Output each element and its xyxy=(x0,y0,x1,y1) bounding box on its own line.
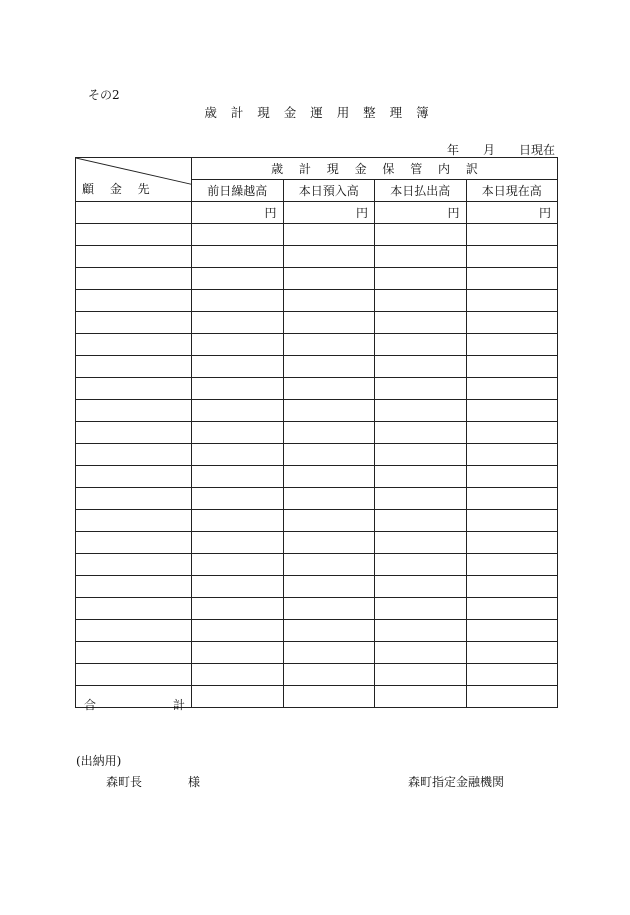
amount-input-cell[interactable] xyxy=(466,334,558,356)
ledger-row xyxy=(76,488,558,510)
client-input-cell[interactable] xyxy=(76,444,192,466)
client-input-cell[interactable] xyxy=(76,554,192,576)
client-header-cell xyxy=(76,158,192,202)
client-header-label: 顧 金 先 xyxy=(82,182,156,196)
client-input-cell[interactable] xyxy=(76,334,192,356)
total-label-cell xyxy=(76,686,192,712)
column-header: 本日払出高 xyxy=(375,180,467,202)
client-input-cell[interactable] xyxy=(76,642,192,664)
client-input-cell[interactable] xyxy=(76,466,192,488)
total-cell[interactable] xyxy=(192,686,284,708)
amount-input-cell[interactable] xyxy=(283,510,375,532)
ledger-row xyxy=(76,642,558,664)
amount-input-cell[interactable] xyxy=(192,488,284,510)
amount-input-cell[interactable] xyxy=(375,576,467,598)
ledger-row xyxy=(76,466,558,488)
column-header: 前日繰越高 xyxy=(192,180,284,202)
client-input-cell[interactable] xyxy=(76,598,192,620)
total-cell[interactable] xyxy=(283,686,375,708)
amount-input-cell[interactable] xyxy=(466,532,558,554)
total-cell[interactable] xyxy=(375,686,467,708)
column-header: 本日現在高 xyxy=(466,180,558,202)
unit-label: 円 xyxy=(192,202,284,224)
amount-input-cell[interactable] xyxy=(283,400,375,422)
honorific: 様 xyxy=(188,775,201,789)
amount-input-cell[interactable] xyxy=(283,466,375,488)
client-input-cell[interactable] xyxy=(76,488,192,510)
total-label-left: 合 xyxy=(84,698,97,712)
amount-input-cell[interactable] xyxy=(375,246,467,268)
amount-input-cell[interactable] xyxy=(283,224,375,246)
ledger-row xyxy=(76,312,558,334)
ledger-table xyxy=(75,157,558,712)
amount-input-cell[interactable] xyxy=(466,642,558,664)
amount-input-cell[interactable] xyxy=(283,444,375,466)
amount-input-cell[interactable] xyxy=(283,532,375,554)
amount-input-cell[interactable] xyxy=(466,664,558,686)
total-row xyxy=(76,686,558,708)
amount-input-cell[interactable] xyxy=(283,598,375,620)
amount-input-cell[interactable] xyxy=(192,642,284,664)
amount-input-cell[interactable] xyxy=(466,422,558,444)
amount-input-cell[interactable] xyxy=(283,334,375,356)
ledger-row xyxy=(76,444,558,466)
amount-input-cell[interactable] xyxy=(192,422,284,444)
client-input-cell[interactable] xyxy=(76,268,192,290)
amount-input-cell[interactable] xyxy=(466,224,558,246)
amount-input-cell[interactable] xyxy=(192,444,284,466)
amount-input-cell[interactable] xyxy=(192,664,284,686)
amount-input-cell[interactable] xyxy=(466,400,558,422)
amount-input-cell[interactable] xyxy=(283,290,375,312)
ledger-row xyxy=(76,532,558,554)
unit-label: 円 xyxy=(375,202,467,224)
amount-input-cell[interactable] xyxy=(283,422,375,444)
client-input-cell[interactable] xyxy=(76,356,192,378)
ledger-row xyxy=(76,378,558,400)
ledger-row xyxy=(76,422,558,444)
amount-input-cell[interactable] xyxy=(283,312,375,334)
amount-input-cell[interactable] xyxy=(192,554,284,576)
amount-input-cell[interactable] xyxy=(192,246,284,268)
amount-input-cell[interactable] xyxy=(466,488,558,510)
amount-input-cell[interactable] xyxy=(466,290,558,312)
amount-input-cell[interactable] xyxy=(375,290,467,312)
date-month: 月 xyxy=(482,143,495,157)
client-input-cell[interactable] xyxy=(76,400,192,422)
amount-input-cell[interactable] xyxy=(375,598,467,620)
ledger-row xyxy=(76,510,558,532)
amount-input-cell[interactable] xyxy=(375,444,467,466)
addressee-mayor: 森町長 xyxy=(106,775,143,789)
amount-input-cell[interactable] xyxy=(375,620,467,642)
amount-input-cell[interactable] xyxy=(283,620,375,642)
amount-input-cell[interactable] xyxy=(192,598,284,620)
amount-input-cell[interactable] xyxy=(192,356,284,378)
amount-input-cell[interactable] xyxy=(192,466,284,488)
amount-input-cell[interactable] xyxy=(192,378,284,400)
amount-input-cell[interactable] xyxy=(192,290,284,312)
date-day: 日現在 xyxy=(518,143,555,157)
amount-input-cell[interactable] xyxy=(283,268,375,290)
amount-input-cell[interactable] xyxy=(283,356,375,378)
header-row-1 xyxy=(76,158,558,180)
ledger-row xyxy=(76,246,558,268)
amount-input-cell[interactable] xyxy=(375,488,467,510)
unit-label: 円 xyxy=(283,202,375,224)
client-input-cell[interactable] xyxy=(76,246,192,268)
ledger-row xyxy=(76,224,558,246)
amount-input-cell[interactable] xyxy=(466,620,558,642)
client-input-cell[interactable] xyxy=(76,312,192,334)
amount-input-cell[interactable] xyxy=(466,378,558,400)
client-input-cell[interactable] xyxy=(76,202,192,224)
amount-input-cell[interactable] xyxy=(375,268,467,290)
client-input-cell[interactable] xyxy=(76,510,192,532)
ledger-row xyxy=(76,356,558,378)
ledger-row xyxy=(76,268,558,290)
amount-input-cell[interactable] xyxy=(466,356,558,378)
amount-input-cell[interactable] xyxy=(466,510,558,532)
amount-input-cell[interactable] xyxy=(466,576,558,598)
amount-input-cell[interactable] xyxy=(283,378,375,400)
amount-input-cell[interactable] xyxy=(466,312,558,334)
amount-input-cell[interactable] xyxy=(192,620,284,642)
amount-input-cell[interactable] xyxy=(283,642,375,664)
date-year: 年 xyxy=(446,143,459,157)
ledger-row xyxy=(76,290,558,312)
column-header: 本日預入高 xyxy=(283,180,375,202)
amount-input-cell[interactable] xyxy=(375,554,467,576)
client-input-cell[interactable] xyxy=(76,532,192,554)
page-title: 歳 計 現 金 運 用 整 理 簿 xyxy=(204,105,434,120)
client-input-cell[interactable] xyxy=(76,224,192,246)
amount-input-cell[interactable] xyxy=(375,356,467,378)
client-input-cell[interactable] xyxy=(76,378,192,400)
total-cell[interactable] xyxy=(466,686,558,708)
amount-input-cell[interactable] xyxy=(192,268,284,290)
amount-input-cell[interactable] xyxy=(375,642,467,664)
breakdown-header: 歳 計 現 金 保 管 内 訳 xyxy=(192,158,558,180)
amount-input-cell[interactable] xyxy=(375,400,467,422)
amount-input-cell[interactable] xyxy=(283,664,375,686)
ledger-row xyxy=(76,620,558,642)
client-input-cell[interactable] xyxy=(76,290,192,312)
ledger-row xyxy=(76,400,558,422)
amount-input-cell[interactable] xyxy=(375,532,467,554)
amount-input-cell[interactable] xyxy=(375,664,467,686)
form-number: その2 xyxy=(88,88,120,102)
ledger-row xyxy=(76,664,558,686)
total-label-right: 計 xyxy=(172,698,185,712)
amount-input-cell[interactable] xyxy=(283,488,375,510)
amount-input-cell[interactable] xyxy=(192,224,284,246)
amount-input-cell[interactable] xyxy=(192,312,284,334)
amount-input-cell[interactable] xyxy=(375,510,467,532)
unit-label: 円 xyxy=(466,202,558,224)
amount-input-cell[interactable] xyxy=(466,246,558,268)
ledger-row xyxy=(76,554,558,576)
amount-input-cell[interactable] xyxy=(192,510,284,532)
issuer-bank: 森町指定金融機関 xyxy=(408,775,505,789)
unit-row xyxy=(76,202,558,224)
amount-input-cell[interactable] xyxy=(192,576,284,598)
amount-input-cell[interactable] xyxy=(192,400,284,422)
amount-input-cell[interactable] xyxy=(375,466,467,488)
ledger-row xyxy=(76,598,558,620)
amount-input-cell[interactable] xyxy=(283,576,375,598)
client-input-cell[interactable] xyxy=(76,422,192,444)
date-line xyxy=(447,141,555,158)
ledger-row xyxy=(76,576,558,598)
amount-input-cell[interactable] xyxy=(375,224,467,246)
amount-input-cell[interactable] xyxy=(283,246,375,268)
client-input-cell[interactable] xyxy=(76,620,192,642)
amount-input-cell[interactable] xyxy=(466,466,558,488)
amount-input-cell[interactable] xyxy=(192,334,284,356)
amount-input-cell[interactable] xyxy=(466,554,558,576)
amount-input-cell[interactable] xyxy=(466,598,558,620)
amount-input-cell[interactable] xyxy=(192,532,284,554)
amount-input-cell[interactable] xyxy=(466,444,558,466)
client-input-cell[interactable] xyxy=(76,576,192,598)
usage-note: (出納用) xyxy=(76,754,122,768)
amount-input-cell[interactable] xyxy=(283,554,375,576)
amount-input-cell[interactable] xyxy=(375,312,467,334)
amount-input-cell[interactable] xyxy=(375,422,467,444)
ledger-row xyxy=(76,334,558,356)
amount-input-cell[interactable] xyxy=(375,378,467,400)
client-input-cell[interactable] xyxy=(76,664,192,686)
amount-input-cell[interactable] xyxy=(375,334,467,356)
amount-input-cell[interactable] xyxy=(466,268,558,290)
